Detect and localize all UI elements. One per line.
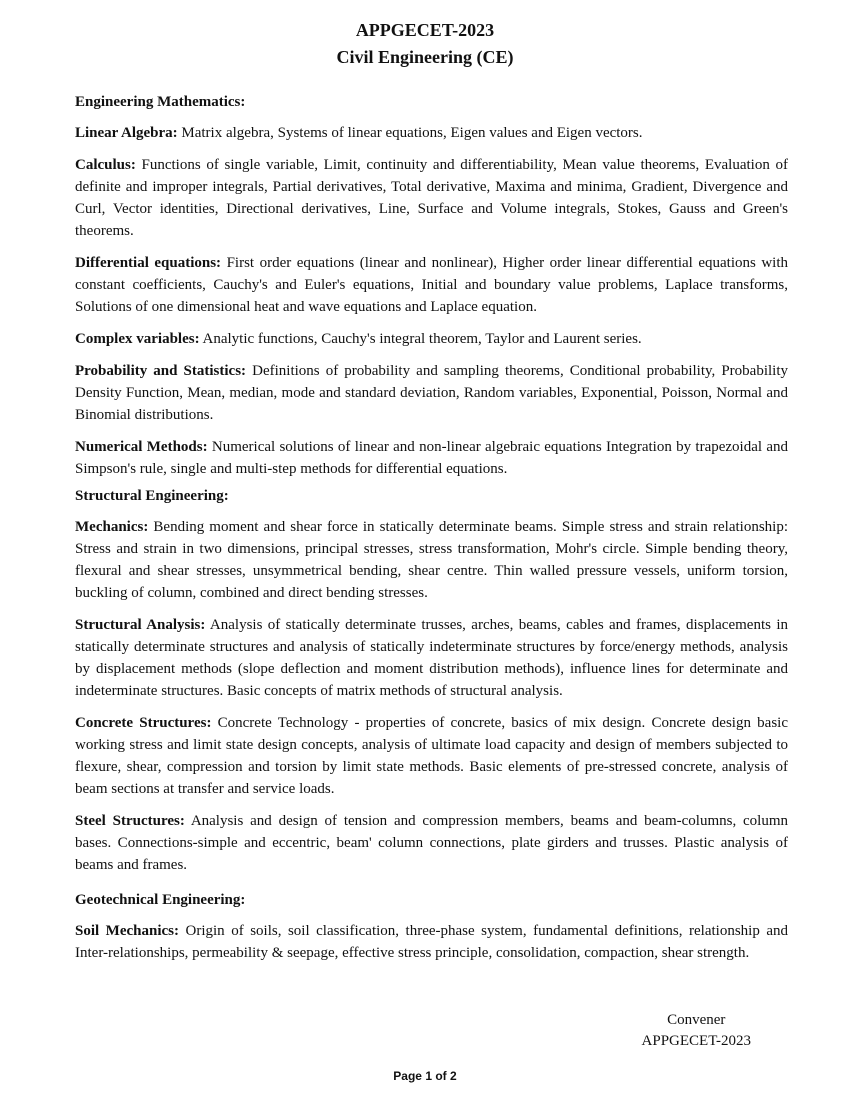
signoff-org: APPGECET-2023 — [641, 1033, 751, 1049]
topic-text: Analytic functions, Cauchy's integral theorem, Taylor and Laurent series. — [199, 331, 642, 347]
topic-text: Matrix algebra, Systems of linear equations, Eigen values and Eigen vectors. — [177, 125, 643, 141]
topic-steel-structures — [75, 810, 788, 876]
document-subtitle: Civil Engineering (CE) — [336, 47, 514, 67]
topic-complex-variables — [75, 328, 788, 350]
topic-text: Numerical solutions of linear and non-linear algebraic equations Integration by trapezoidal and Simpson's rule, single and multi-step methods for differential equations. — [75, 439, 788, 477]
topic-text: First order equations (linear and nonlinear), Higher order linear differential equations with constant coefficients, Cauchy's and Euler's equations, Initial and boundary value problems, Laplace transforms, Solutions of one dimensional heat and wave equations and Laplace equation. — [75, 255, 789, 315]
page-current: 1 — [425, 1069, 432, 1083]
topic-label: Mechanics: — [75, 519, 149, 535]
topic-calculus — [75, 154, 788, 242]
page-number — [0, 1068, 850, 1084]
signoff-role: Convener — [667, 1012, 726, 1028]
document-title: APPGECET-2023 — [355, 20, 495, 40]
topic-label: Soil Mechanics: — [75, 923, 180, 939]
topic-structural-analysis — [75, 614, 788, 702]
topic-label: Structural Analysis: — [75, 617, 206, 633]
page-prefix: Page — [393, 1069, 426, 1083]
topic-text: Analysis and design of tension and compression members, beams and beam-columns, column bases. Connections-simple and eccentric, beam' column connections, plate girders and trusses. Plastic analysis of beams and frames. — [75, 813, 789, 873]
topic-label: Numerical Methods: — [75, 439, 208, 455]
syllabus-body — [75, 92, 788, 974]
topic-numerical-methods — [75, 436, 788, 480]
topic-label: Concrete Structures: — [75, 715, 212, 731]
topic-text: Concrete Technology - properties of concrete, basics of mix design. Concrete design basic working stress and limit state design concepts, analysis of ultimate load capacity and design of members subjected to flexure, shear, compression and torsion by limit state methods. Basic elements of pre-stressed concrete, analysis of beam sections at transfer and service loads. — [75, 715, 788, 797]
topic-text: Origin of soils, soil classification, three-phase system, fundamental definitions, relationship and Inter-relationships, permeability & seepage, effective stress principle, consolidation, compaction, shear strength. — [75, 923, 788, 961]
topic-probability-statistics — [75, 360, 788, 426]
topic-text: Bending moment and shear force in statically determinate beams. Simple stress and strain relationship: Stress and strain in two dimensions, principal stresses, stress transformation, Mohr's circle. Simple bending theory, flexural and shear stresses, unsymmetrical bending, shear centre. Thin walled pressure vessels, uniform torsion, buckling of column, combined and direct bending stresses. — [75, 519, 788, 601]
topic-concrete-structures — [75, 712, 788, 800]
topic-text: Definitions of probability and sampling theorems, Conditional probability, Probability Density Function, Mean, median, mode and standard deviation, Random variables, Exponential, Poisson, Normal and Binomial distributions. — [75, 363, 789, 423]
topic-differential-equations — [75, 252, 788, 318]
topic-soil-mechanics — [75, 920, 788, 964]
topic-text: Analysis of statically determinate trusses, arches, beams, cables and frames, displacements in statically determinate structures and analysis of statically indeterminate structures by force/energy methods, analysis by displacement methods (slope deflection and moment distribution methods), influence lines for determinate and indeterminate structures. Basic concepts of matrix methods of structural analysis. — [75, 617, 788, 699]
topic-label: Differential equations: — [75, 255, 222, 271]
section-heading-geotechnical-engineering: Geotechnical Engineering: — [75, 892, 246, 908]
topic-label: Calculus: — [75, 157, 136, 173]
topic-label: Complex variables: — [75, 331, 200, 347]
page-of: of — [432, 1069, 450, 1083]
section-heading-structural-engineering: Structural Engineering: — [75, 488, 229, 504]
topic-mechanics — [75, 516, 788, 604]
topic-text: Functions of single variable, Limit, continuity and differentiability, Mean value theorems, Evaluation of definite and improper integrals, Partial derivatives, Total derivative, Maxima and minima, Gradient, Divergence and Curl, Vector identities, Directional derivatives, Line, Surface and Volume integrals, Stokes, Gauss and Green's theorems. — [75, 157, 788, 239]
topic-label: Steel Structures: — [75, 813, 185, 829]
signoff-block — [642, 1010, 751, 1052]
topic-linear-algebra — [75, 122, 788, 144]
section-heading-engineering-mathematics: Engineering Mathematics: — [75, 94, 246, 110]
topic-label: Linear Algebra: — [75, 125, 178, 141]
topic-label: Probability and Statistics: — [75, 363, 247, 379]
page-total: 2 — [450, 1069, 457, 1083]
